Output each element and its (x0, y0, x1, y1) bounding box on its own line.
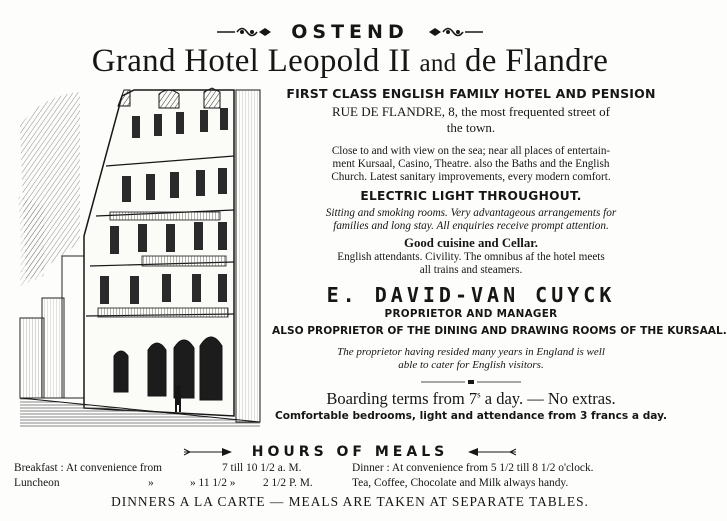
title-and: and (419, 50, 457, 77)
title-part2: de Flandre (465, 43, 609, 79)
sitting-line2: families and long stay. All enquiries receive prompt attention. (333, 219, 609, 232)
sitting-line1: Sitting and smoking rooms. Very advantageous arrangements for (325, 207, 617, 219)
arrow-left-icon (462, 447, 518, 457)
hours-of-meals: HOURS OF MEALS (251, 444, 449, 460)
cuisine-line: Good cuisine and Cellar. (404, 236, 538, 250)
boarding-post: a day. — No extras. (480, 389, 616, 408)
title-part1: Grand Hotel Leopold II (91, 43, 411, 79)
arrow-right-icon (182, 447, 238, 457)
sitting-text (272, 207, 670, 232)
header-ostend (0, 20, 700, 44)
dinner-hours: Dinner : At convenience from 5 1/2 till 8 1/2 o'clock. (352, 462, 594, 474)
location-text (272, 145, 670, 184)
boarding-pre: Boarding terms from 7 (326, 389, 478, 408)
luncheon-ditto1: » (148, 477, 154, 489)
hotel-title (0, 43, 700, 80)
breakfast-time: 7 till 10 1/2 a. M. (222, 462, 302, 474)
resided-line1: The proprietor having resided many years in England is well (337, 346, 605, 358)
close-line3: Church. Latest sanitary improvements, every modern comfort. (331, 171, 611, 183)
proprietor-name: E. DAVID-VAN CUYCK (326, 283, 616, 307)
resided-line2: able to cater for English visitors. (398, 358, 544, 371)
attendants-text (272, 251, 670, 276)
town-name: OSTEND (291, 21, 409, 43)
luncheon-label: Luncheon (14, 477, 60, 489)
proprietor-role: PROPRIETOR AND MANAGER (384, 308, 558, 320)
luncheon-ditto2: » 11 1/2 » (190, 477, 236, 489)
boarding-sup: s (477, 389, 481, 400)
ornament-right-icon (427, 25, 485, 39)
meals-heading (0, 443, 700, 461)
hotel-info (272, 86, 727, 422)
first-class-line: FIRST CLASS ENGLISH FAMILY HOTEL AND PENSION (286, 86, 656, 101)
luncheon-time: 2 1/2 P. M. (263, 477, 313, 489)
breakfast-label: Breakfast : At convenience from (14, 462, 163, 474)
address-line1: RUE DE FLANDRE, 8, the most frequented street of (331, 104, 610, 119)
divider-rule-icon (421, 379, 521, 385)
close-line2: ment Kursaal, Casino, Theatre. also the Baths and the English (332, 158, 610, 170)
tea-coffee: Tea, Coffee, Chocolate and Milk always handy. (352, 477, 569, 489)
also-proprietor: ALSO PROPRIETOR OF THE DINING AND DRAWING ROOMS OF THE KURSAAL. (272, 325, 727, 337)
close-line1: Close to and with view on the sea; near all places of entertain- (331, 145, 611, 157)
resided-text (272, 346, 670, 371)
comfortable-bedrooms: Comfortable bedrooms, light and attendance from 3 francs a day. (274, 410, 668, 422)
attendants-line1: English attendants. Civility. The omnibus af the hotel meets (337, 251, 605, 263)
boarding-terms (272, 389, 670, 409)
electric-light: ELECTRIC LIGHT THROUGHOUT. (360, 189, 582, 203)
address-line2: the town. (446, 120, 496, 135)
hotel-building-engraving-icon (14, 86, 266, 428)
footer-dinners: DINNERS A LA CARTE — MEALS ARE TAKEN AT SEPARATE TABLES. (111, 494, 589, 509)
ornament-left-icon (215, 25, 273, 39)
attendants-line2: all trains and steamers. (419, 263, 523, 276)
